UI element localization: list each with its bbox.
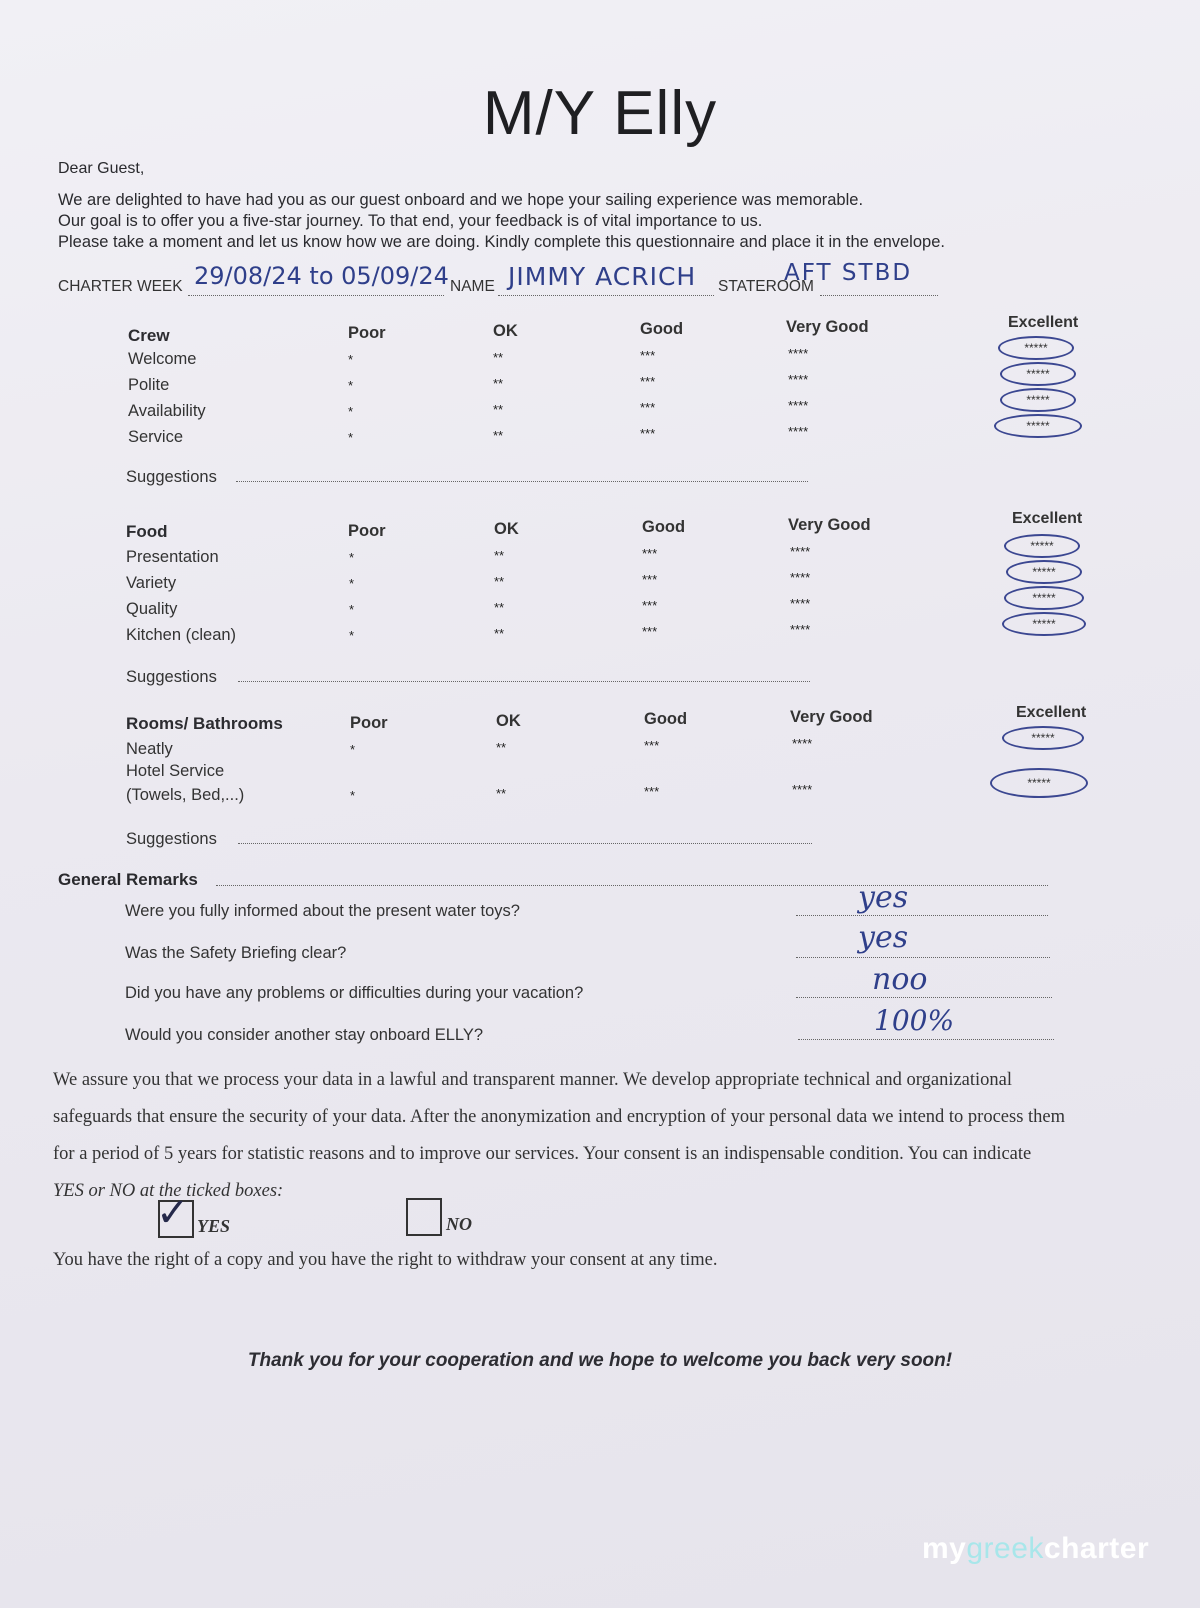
consent-no-checkbox[interactable] [406,1198,442,1236]
question-another-stay: Would you consider another stay onboard ELLY? [125,1026,484,1044]
rating-row-label: Service [128,428,184,446]
brand-part: charter [1043,1532,1150,1565]
star-option[interactable]: **** [790,596,811,611]
general-remarks-title: General Remarks [58,870,198,889]
col-good: Good [644,710,688,728]
star-option-circled[interactable]: ***** [1000,362,1076,386]
col-very-good: Very Good [788,516,871,534]
crew-suggestions-field[interactable] [236,480,808,482]
star-option[interactable]: * [350,742,356,757]
rating-row-label: Quality [126,600,178,618]
star-option[interactable]: * [348,430,354,445]
col-ok: OK [494,520,519,538]
answer-line [796,956,1050,958]
answer-safety-briefing[interactable]: yes [858,920,909,955]
star-option[interactable]: *** [640,374,656,389]
intro-line: Please take a moment and let us know how we are doing. Kindly complete this questionnaire and place it in the envelope. [58,233,945,251]
star-option[interactable]: **** [792,782,813,797]
rating-row-label: Polite [128,376,170,394]
rating-row-label: Presentation [126,548,219,566]
closing-message: Thank you for your cooperation and we hope to welcome you back very soon! [247,1350,953,1371]
col-ok: OK [496,712,521,730]
rating-row-label: Hotel Service [126,762,225,780]
star-option-circled[interactable]: ***** [1002,726,1084,750]
star-option[interactable]: *** [640,426,656,441]
star-option[interactable]: ** [493,402,504,417]
brand-watermark [922,1532,1149,1566]
consent-no-label: NO [446,1214,472,1234]
rating-row-label: (Towels, Bed,...) [126,786,245,804]
crew-suggestions-label: Suggestions [126,468,217,486]
star-option[interactable]: * [350,788,356,803]
consent-yes-label: YES [197,1216,231,1236]
star-option[interactable]: **** [790,570,811,585]
charter-week-field[interactable]: 29/08/24 to 05/09/24 [194,262,449,290]
col-excellent: Excellent [1008,314,1079,331]
star-option[interactable]: *** [640,348,656,363]
star-option[interactable]: * [349,602,355,617]
star-option[interactable]: ** [493,350,504,365]
question-problems: Did you have any problems or difficulties during your vacation? [125,984,584,1002]
star-option[interactable]: *** [644,784,660,799]
star-option[interactable]: * [348,404,354,419]
question-safety-briefing: Was the Safety Briefing clear? [125,944,347,962]
intro-line: Our goal is to offer you a five-star journey. To that end, your feedback is of vital importance to us. [58,212,763,230]
rooms-suggestions-field[interactable] [238,842,812,844]
answer-another-stay[interactable]: 100% [874,1004,955,1037]
star-option[interactable]: **** [788,424,809,439]
star-option[interactable]: ** [494,626,505,641]
star-option[interactable]: *** [644,738,660,753]
star-option-circled[interactable]: ***** [990,768,1088,798]
privacy-line: safeguards that ensure the security of your data. After the anonymization and encryption of your personal data we intend to process them [53,1107,1066,1127]
name-line [498,294,714,296]
star-option-circled[interactable]: ***** [1006,560,1082,584]
name-field[interactable]: JIMMY ACRICH [508,262,697,291]
privacy-line: YES or NO at the ticked boxes: [53,1181,284,1201]
stateroom-label: STATEROOM [718,278,814,295]
rooms-suggestions-label: Suggestions [126,830,217,848]
rating-row-label: Welcome [128,350,197,368]
star-option[interactable]: * [348,352,354,367]
rating-row-label: Variety [126,574,177,592]
food-suggestions-label: Suggestions [126,668,217,686]
brand-part: my [922,1532,967,1565]
star-option[interactable]: *** [640,400,656,415]
question-water-toys: Were you fully informed about the present water toys? [125,902,520,920]
checkmark-icon: ✓ [156,1191,190,1235]
name-label: NAME [450,278,495,295]
star-option-circled[interactable]: ***** [1004,534,1080,558]
star-option[interactable]: **** [790,544,811,559]
star-option[interactable]: ** [493,428,504,443]
answer-line [796,914,1048,916]
privacy-line: for a period of 5 years for statistic reasons and to improve our services. Your consent is an indispensable condition. You can indicate [53,1144,1032,1164]
crew-title: Crew [128,326,170,345]
star-option[interactable]: * [349,628,355,643]
answer-line [798,1038,1054,1040]
col-poor: Poor [348,522,386,540]
star-option-circled[interactable]: ***** [998,336,1074,360]
charter-info-row [58,260,938,294]
star-option[interactable]: **** [790,622,811,637]
star-option[interactable]: ** [493,376,504,391]
col-good: Good [642,518,686,536]
star-option[interactable]: ** [496,740,507,755]
star-option[interactable]: *** [642,598,658,613]
star-option[interactable]: *** [642,624,658,639]
star-option[interactable]: * [348,378,354,393]
intro-paragraph [58,190,1058,253]
col-poor: Poor [348,324,386,342]
col-very-good: Very Good [790,708,873,726]
rights-statement: You have the right of a copy and you have the right to withdraw your consent at any time. [53,1250,718,1270]
star-option-circled[interactable]: ***** [994,414,1082,438]
star-option[interactable]: *** [642,546,658,561]
rating-row-label: Availability [128,402,206,420]
rating-row-label: Kitchen (clean) [126,626,237,644]
star-option[interactable]: ** [494,548,505,563]
answer-problems[interactable]: noo [872,962,928,997]
star-option[interactable]: **** [788,346,809,361]
star-option[interactable]: **** [788,372,809,387]
brand-part: greek [966,1532,1044,1565]
star-option[interactable]: * [349,576,355,591]
col-poor: Poor [350,714,388,732]
star-option-circled[interactable]: ***** [1002,612,1086,636]
col-good: Good [640,320,684,338]
charter-week-label: CHARTER WEEK [58,278,183,295]
food-title: Food [126,522,168,541]
col-excellent: Excellent [1012,510,1083,527]
col-excellent: Excellent [1016,704,1087,721]
stateroom-line [820,294,938,296]
rooms-title: Rooms/ Bathrooms [126,714,283,733]
star-option-circled[interactable]: ***** [1004,586,1084,610]
greeting: Dear Guest, [58,160,145,177]
stateroom-field[interactable]: AFT STBD [784,260,913,286]
charter-week-line [188,294,444,296]
col-very-good: Very Good [786,318,869,336]
answer-water-toys[interactable]: yes [858,880,909,915]
star-option[interactable]: ** [494,574,505,589]
star-option[interactable]: * [349,550,355,565]
star-option[interactable]: *** [642,572,658,587]
star-option[interactable]: **** [792,736,813,751]
col-ok: OK [493,322,518,340]
intro-line: We are delighted to have had you as our guest onboard and we hope your sailing experience was memorable. [58,191,864,209]
form-title: M/Y Elly [482,79,718,148]
general-remarks-field[interactable] [216,884,1048,886]
star-option[interactable]: ** [494,600,505,615]
rating-row-label: Neatly [126,740,173,758]
privacy-line: We assure you that we process your data in a lawful and transparent manner. We develop appropriate technical and organizational [53,1070,1013,1090]
star-option[interactable]: ** [496,786,507,801]
food-suggestions-field[interactable] [238,680,810,682]
star-option-circled[interactable]: ***** [1000,388,1076,412]
privacy-paragraph [53,1062,1183,1210]
star-option[interactable]: **** [788,398,809,413]
